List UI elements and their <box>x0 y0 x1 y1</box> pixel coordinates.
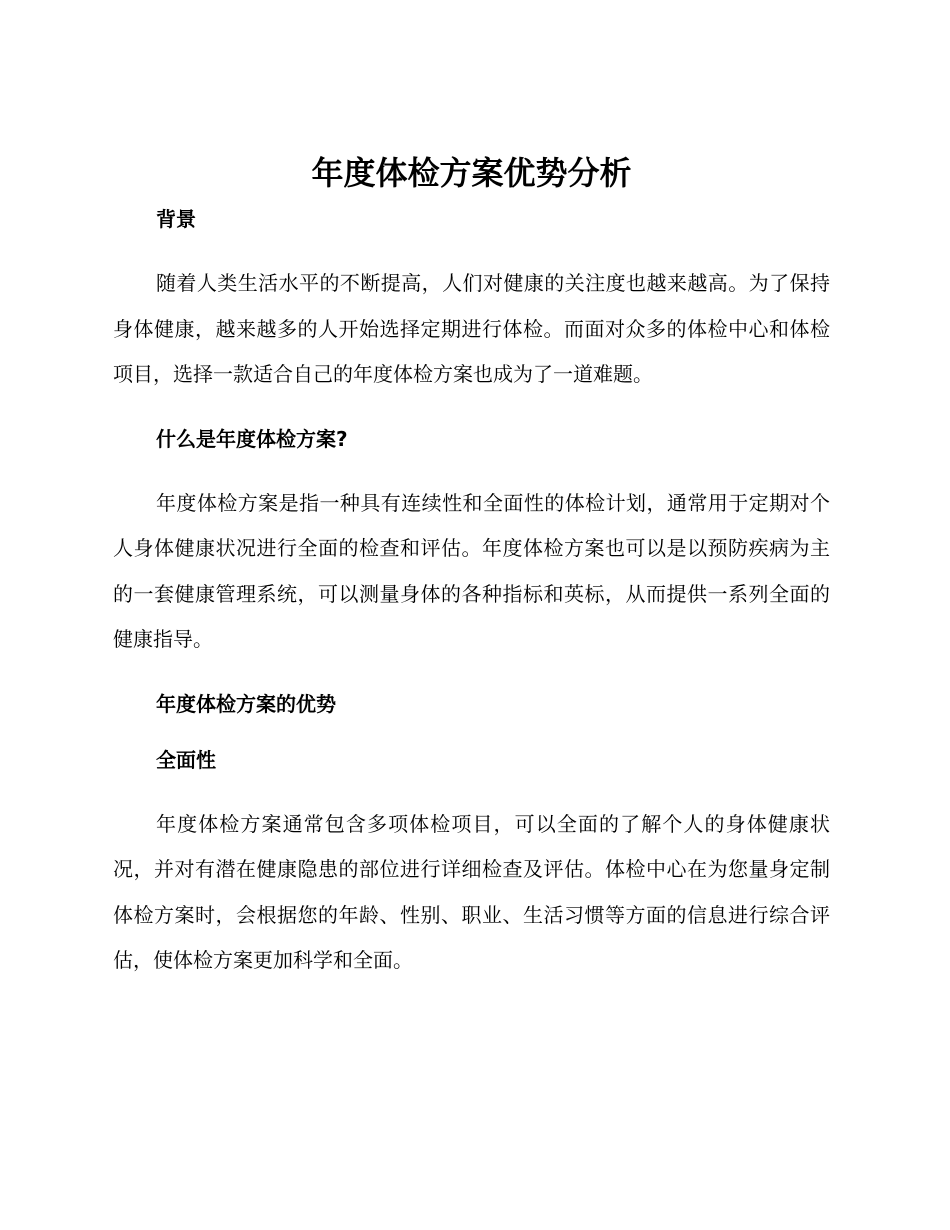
document-body <box>113 150 830 984</box>
paragraph-background: 随着人类生活水平的不断提高，人们对健康的关注度也越来越高。为了保持身体健康，越来越多的人开始选择定期进行体检。而面对众多的体检中心和体检项目，选择一款适合自己的年度体检方案也成为了一道难题。 <box>113 271 830 386</box>
section-heading-advantages: 年度体检方案的优势 <box>156 691 336 716</box>
spacer <box>113 663 830 689</box>
spacer <box>113 454 830 481</box>
paragraph-comprehensive: 年度体检方案通常包含多项体检项目，可以全面的了解个人的身体健康状况，并对有潜在健康隐患的部位进行详细检查及评估。体检中心在为您量身定制体检方案时，会根据您的年龄、性别、职业、生活习惯等方面的信息进行综合评估，使体检方案更加科学和全面。 <box>113 811 830 972</box>
section-heading-what: 什么是年度体检方案? <box>156 426 348 451</box>
spacer <box>113 719 830 745</box>
spacer <box>113 234 830 261</box>
spacer <box>113 775 830 802</box>
paragraph-what: 年度体检方案是指一种具有连续性和全面性的体检计划，通常用于定期对个人身体健康状况进行全面的检查和评估。年度体检方案也可以是以预防疾病为主的一套健康管理系统，可以测量身体的各种指标和英标，从而提供一系列全面的健康指导。 <box>113 490 830 651</box>
document-title: 年度体检方案优势分析 <box>311 154 632 192</box>
section-heading-comprehensive: 全面性 <box>156 747 216 772</box>
section-heading-background: 背景 <box>156 207 196 231</box>
spacer <box>113 398 830 424</box>
